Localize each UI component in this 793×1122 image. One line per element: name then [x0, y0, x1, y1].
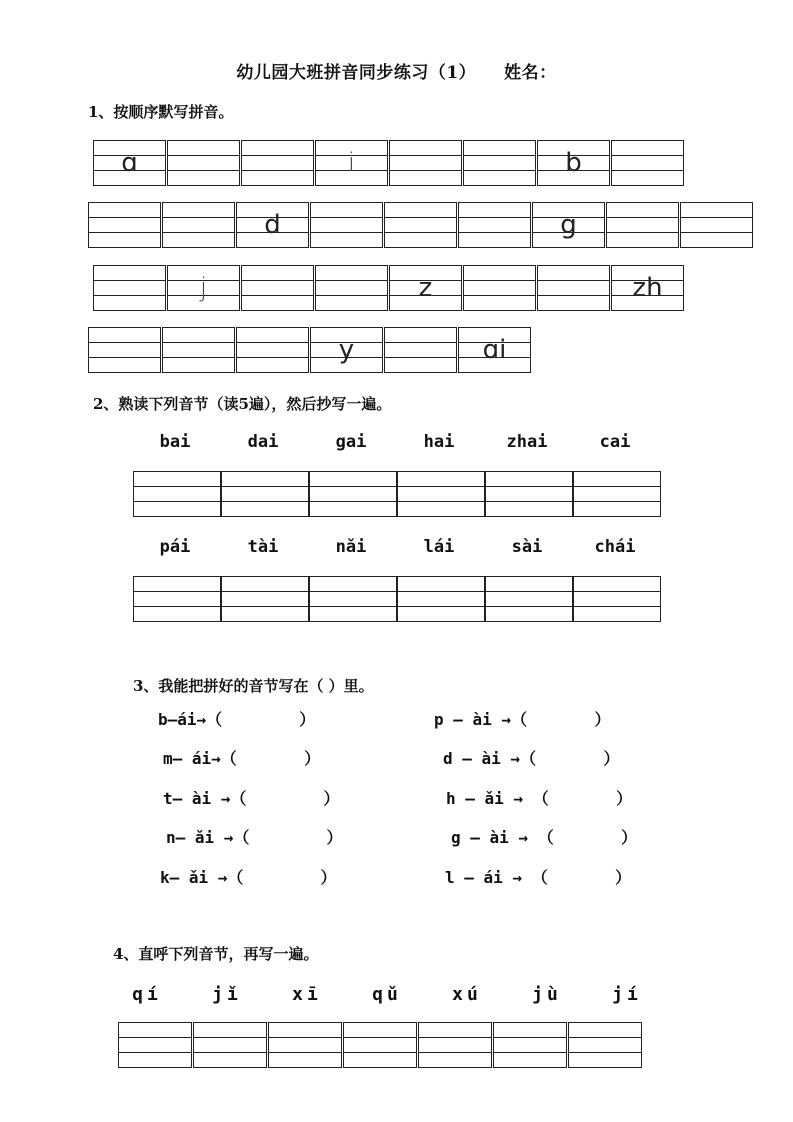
pinyin-letter — [89, 328, 160, 372]
writing-cell[interactable] — [309, 471, 397, 517]
writing-cell[interactable] — [93, 265, 166, 311]
writing-cell[interactable] — [463, 265, 536, 311]
writing-cell[interactable] — [310, 202, 383, 248]
writing-cell[interactable] — [573, 576, 661, 622]
writing-cell[interactable] — [611, 265, 684, 311]
writing-cell[interactable] — [568, 1022, 642, 1068]
writing-cell[interactable] — [463, 140, 536, 186]
pinyin-letter: ɑi — [482, 335, 507, 365]
syllable: nǎi — [335, 537, 367, 557]
section1-grid-row-3 — [93, 265, 685, 311]
writing-cell[interactable] — [167, 265, 240, 311]
writing-cell[interactable] — [133, 576, 221, 622]
writing-cell[interactable] — [88, 202, 161, 248]
pinyin-letter — [538, 266, 609, 310]
section4-syllables — [107, 984, 667, 1005]
section2-heading: 2、熟读下列音节（读5遍），然后抄写一遍。 — [93, 395, 392, 413]
syllable: cai — [599, 432, 631, 452]
writing-cell[interactable] — [309, 576, 397, 622]
writing-cell[interactable] — [389, 265, 462, 311]
writing-cell[interactable] — [397, 576, 485, 622]
pinyin-letter — [464, 141, 535, 185]
syllable: sài — [511, 537, 543, 557]
syllable: hai — [423, 432, 455, 452]
writing-cell[interactable] — [532, 202, 605, 248]
exercise-item[interactable]: l — ái → （ ） — [445, 868, 632, 887]
syllable: dai — [247, 432, 279, 452]
exercise-item[interactable]: p — ài →（ ） — [434, 710, 611, 729]
pinyin-letter: zh — [632, 273, 663, 303]
pinyin-letter — [681, 203, 752, 247]
pinyin-letter — [168, 141, 239, 185]
writing-cell[interactable] — [680, 202, 753, 248]
pinyin-letter — [163, 328, 234, 372]
section4-heading: 4、直呼下列音节，再写一遍。 — [113, 945, 319, 963]
name-label: 姓名： — [504, 63, 557, 83]
pinyin-letter — [607, 203, 678, 247]
writing-cell[interactable] — [162, 327, 235, 373]
writing-cell[interactable] — [221, 576, 309, 622]
pinyin-letter: z — [418, 273, 433, 303]
pinyin-letter — [612, 141, 683, 185]
writing-cell[interactable] — [241, 265, 314, 311]
writing-cell[interactable] — [133, 471, 221, 517]
exercise-item[interactable]: b—ái→（ ） — [158, 710, 316, 729]
pinyin-letter: j — [199, 273, 208, 303]
pinyin-letter — [390, 141, 461, 185]
pinyin-letter: i — [347, 148, 356, 178]
pinyin-letter — [242, 141, 313, 185]
writing-cell[interactable] — [384, 202, 457, 248]
syllable: xú — [452, 984, 482, 1005]
section2-writing-grid-1 — [133, 471, 661, 517]
writing-cell[interactable] — [397, 471, 485, 517]
syllable: jù — [532, 984, 562, 1005]
syllable: qí — [132, 984, 162, 1005]
writing-cell[interactable] — [485, 471, 573, 517]
section1-heading: 1、按顺序默写拼音。 — [88, 103, 234, 121]
worksheet-title: 幼儿园大班拼音同步练习（1） — [236, 63, 477, 83]
writing-cell[interactable] — [384, 327, 457, 373]
pinyin-letter — [459, 203, 530, 247]
writing-cell[interactable] — [418, 1022, 492, 1068]
writing-cell[interactable] — [493, 1022, 567, 1068]
syllable: pái — [159, 537, 191, 557]
syllable: xī — [292, 984, 322, 1005]
writing-cell[interactable] — [88, 327, 161, 373]
syllable: gai — [335, 432, 367, 452]
writing-cell[interactable] — [343, 1022, 417, 1068]
writing-cell[interactable] — [537, 140, 610, 186]
exercise-item[interactable]: d — ài →（ ） — [443, 749, 620, 768]
writing-cell[interactable] — [118, 1022, 192, 1068]
pinyin-letter — [385, 203, 456, 247]
exercise-item[interactable]: n— ǎi →（ ） — [166, 828, 343, 847]
section4-writing-grid — [118, 1022, 643, 1068]
section3-heading: 3、我能把拼好的音节写在（ ）里。 — [133, 677, 374, 695]
exercise-item[interactable]: g — ài → （ ） — [451, 828, 638, 847]
pinyin-letter — [163, 203, 234, 247]
writing-cell[interactable] — [236, 327, 309, 373]
writing-cell[interactable] — [193, 1022, 267, 1068]
syllable: jí — [612, 984, 642, 1005]
syllable: zhai — [506, 432, 548, 452]
pinyin-letter — [242, 266, 313, 310]
section1-grid-row-1 — [93, 140, 685, 186]
writing-cell[interactable] — [573, 471, 661, 517]
pinyin-letter — [316, 266, 387, 310]
pinyin-letter — [89, 203, 160, 247]
pinyin-letter: y — [338, 335, 355, 365]
section2-syllables-row-2 — [131, 537, 659, 557]
page-title — [0, 58, 793, 83]
pinyin-letter — [237, 328, 308, 372]
syllable: bai — [159, 432, 191, 452]
writing-cell[interactable] — [537, 265, 610, 311]
writing-cell[interactable] — [315, 140, 388, 186]
pinyin-letter — [311, 203, 382, 247]
pinyin-letter — [464, 266, 535, 310]
writing-cell[interactable] — [315, 265, 388, 311]
pinyin-letter: d — [264, 210, 281, 240]
exercise-item[interactable]: k— ǎi →（ ） — [160, 868, 337, 887]
writing-cell[interactable] — [458, 202, 531, 248]
section1-grid-row-2 — [88, 202, 754, 248]
exercise-item[interactable]: m— ái→（ ） — [163, 749, 321, 768]
writing-cell[interactable] — [93, 140, 166, 186]
pinyin-letter — [94, 266, 165, 310]
syllable: chái — [594, 537, 636, 557]
writing-cell[interactable] — [268, 1022, 342, 1068]
syllable: lái — [423, 537, 455, 557]
writing-cell[interactable] — [611, 140, 684, 186]
pinyin-letter — [385, 328, 456, 372]
writing-cell[interactable] — [221, 471, 309, 517]
writing-cell[interactable] — [162, 202, 235, 248]
pinyin-letter: g — [560, 210, 577, 240]
writing-cell[interactable] — [606, 202, 679, 248]
writing-cell[interactable] — [167, 140, 240, 186]
syllable: jǐ — [212, 984, 242, 1005]
writing-cell[interactable] — [389, 140, 462, 186]
writing-cell[interactable] — [485, 576, 573, 622]
pinyin-letter: ɑ — [121, 148, 138, 178]
writing-cell[interactable] — [236, 202, 309, 248]
writing-cell[interactable] — [310, 327, 383, 373]
syllable: tài — [247, 537, 279, 557]
writing-cell[interactable] — [458, 327, 531, 373]
pinyin-letter: b — [565, 148, 582, 178]
exercise-item[interactable]: h — ǎi → （ ） — [446, 789, 633, 808]
section1-grid-row-4 — [88, 327, 532, 373]
exercise-item[interactable]: t— ài →（ ） — [163, 789, 340, 808]
section2-writing-grid-2 — [133, 576, 661, 622]
writing-cell[interactable] — [241, 140, 314, 186]
syllable: qǔ — [372, 984, 402, 1005]
section2-syllables-row-1 — [131, 432, 659, 452]
